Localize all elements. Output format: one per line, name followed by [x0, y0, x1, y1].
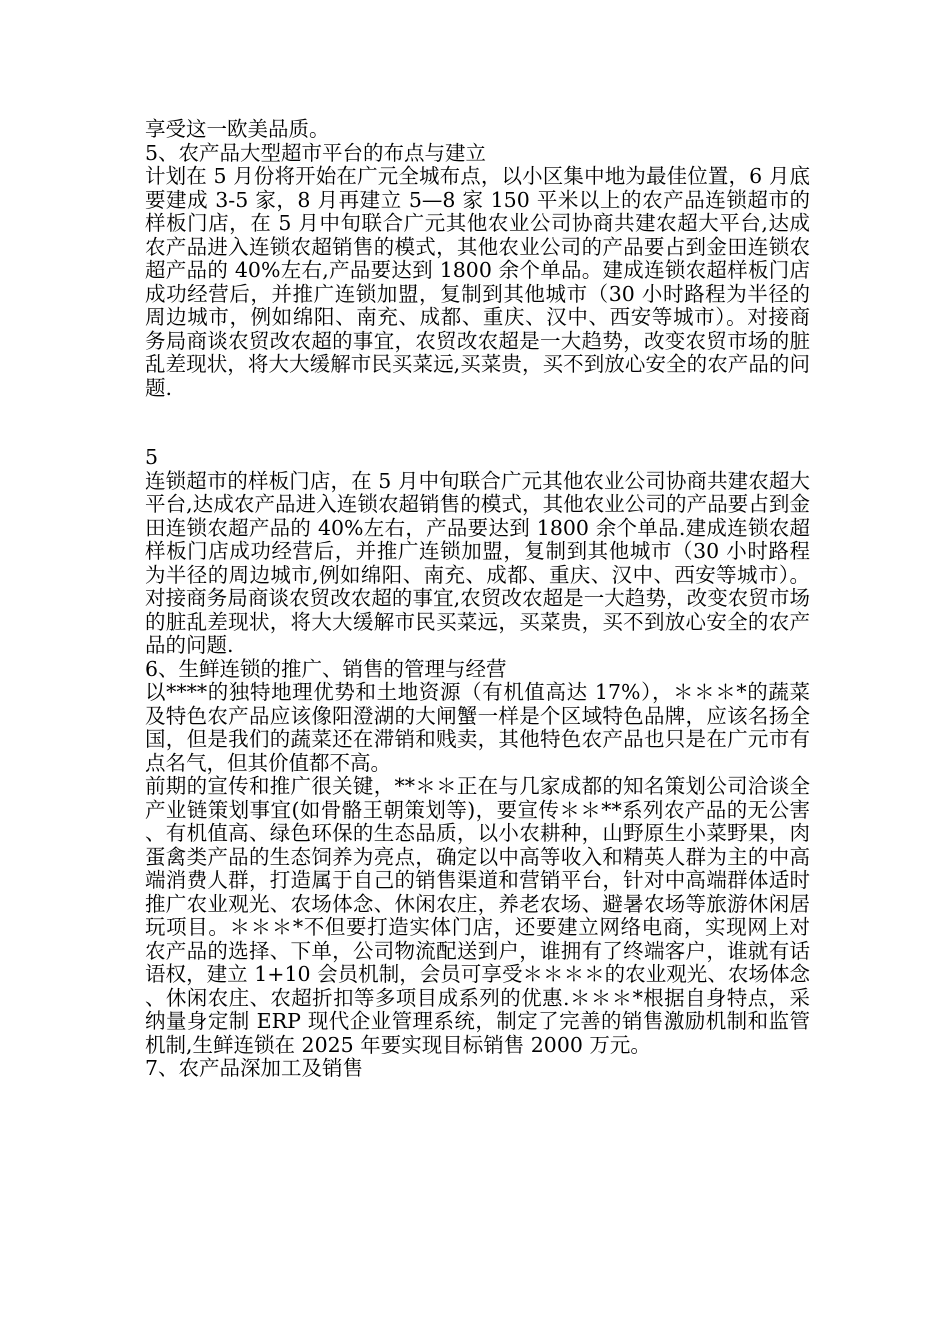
paragraph-gap	[145, 400, 810, 446]
section-heading-5: 5、农产品大型超市平台的布点与建立	[145, 140, 487, 165]
paragraph-continuation: 享受这一欧美品质。	[145, 117, 330, 141]
paragraph-region-advantage: 以****的独特地理优势和土地资源（有机值高达 17%），＊＊＊*的蔬菜及特色农产品应该像阳澄湖的大闸蟹一样是个区域特色品牌，应该名扬全国，但是我们的蔬菜还在滞销和贱卖，其他特色农产品也只是在广元市有点名气，但其价值都不高。	[145, 680, 810, 775]
paragraph-promotion-plan: 前期的宣传和推广很关键，**＊＊正在与几家成都的知名策划公司洽谈全产业链策划事宜(如骨骼王朝策划等)，要宣传＊＊**系列农产品的无公害、有机值高、绿色环保的生态品质，以小农耕种，山野原生小菜野果，肉蛋禽类产品的生态饲养为亮点，确定以中高等收入和精英人群为主的中高端消费人群，打造属于自己的销售渠道和营销平台，针对中高端群体适时推广农业观光、农场体念、休闲农庄，养老农场、避暑农场等旅游休闲居玩项目。＊＊＊*不但要打造实体门店，还要建立网络电商，实现网上对农产品的选择、下单，公司物流配送到户，谁拥有了终端客户，谁就有话语权，建立 1+10 会员机制，会员可享受＊＊＊＊的农业观光、农场体念、休闲农庄、农超折扣等多项目成系列的优惠.＊＊＊*根据自身特点，采纳量身定制 ERP 现代企业管理系统，制定了完善的销售激励机制和监管机制,生鲜连锁在 2025 年要实现目标销售 2000 万元。	[145, 774, 810, 1057]
page-number-marker: 5	[145, 445, 159, 469]
document-body	[145, 118, 810, 1081]
paragraph-supermarket-plan: 计划在 5 月份将开始在广元全城布点，以小区集中地为最佳位置，6 月底要建成 3-5 家，8 月再建立 5—8 家 150 平米以上的农产品连锁超市的样板门店，在 5 月中旬联合广元其他农业公司协商共建农超大平台,达成农产品进入连锁农超销售的模式，其他农业公司的产品要占到金田连锁农超产品的 40%左右,产品要达到 1800 余个单品。建成连锁农超样板门店成功经营后，并推广连锁加盟，复制到其他城市（30 小时路程为半径的周边城市，例如绵阳、南充、成都、重庆、汉中、西安等城市）。对接商务局商谈农贸改农超的事宜，农贸改农超是一大趋势，改变农贸市场的脏乱差现状，将大大缓解市民买菜远,买菜贵，买不到放心安全的农产品的问题.	[145, 164, 810, 400]
section-heading-6: 6、生鲜连锁的推广、销售的管理与经营	[145, 656, 507, 681]
paragraph-supermarket-repeat: 连锁超市的样板门店，在 5 月中旬联合广元其他农业公司协商共建农超大平台,达成农产品进入连锁农超销售的模式，其他农业公司的产品要占到金田连锁农超产品的 40%左右，产品要达到 1800 余个单品.建成连锁农超样板门店成功经营后，并推广连锁加盟，复制到其他城市（30 小时路程为半径的周边城市,例如绵阳、南充、成都、重庆、汉中、西安等城市）。对接商务局商谈农贸改农超的事宜,农贸改农超是一大趋势，改变农贸市场的脏乱差现状，将大大缓解市民买菜远，买菜贵，买不到放心安全的农产品的问题.	[145, 468, 810, 657]
section-heading-7: 7、农产品深加工及销售	[145, 1056, 364, 1080]
